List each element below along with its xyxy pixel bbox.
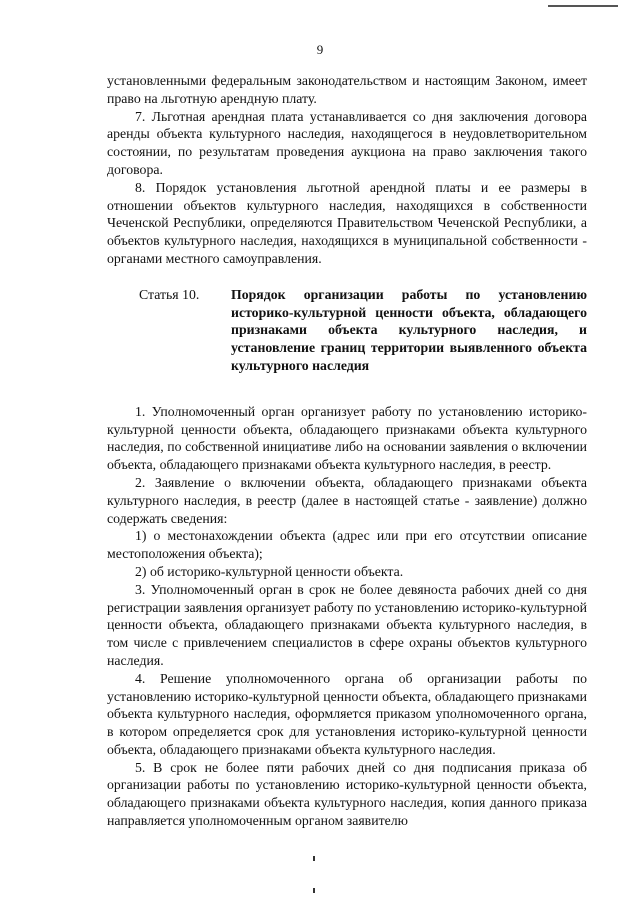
article-title: Порядок организации работы по установлению историко-культурной ценности объекта, обладающего признаками объекта культурного наследия, и установление границ территории выявленного объекта культурного наследия [231,286,587,373]
scan-artifact-mark [313,888,315,893]
document-body [107,72,587,830]
scan-artifact-mark [313,856,315,861]
paragraph: 3. Уполномоченный орган в срок не более девяноста рабочих дней со дня регистрации заявления организует работу по установлению историко-культурной ценности объекта, обладающего признаками объекта культурного наследия, в том числе с привлечением специалистов в сфере охраны объектов культурного наследия. [107,581,587,668]
paragraph: 5. В срок не более пяти рабочих дней со дня подписания приказа об организации работы по установлению историко-культурной ценности объекта, обладающего признаками объекта культурного наследия, копия данного приказа направляется уполномоченным органом заявителю [107,759,587,829]
paragraph: 2) об историко-культурной ценности объекта. [135,563,404,579]
paragraph: 1) о местонахождении объекта (адрес или при его отсутствии описание местоположения объекта); [107,528,587,562]
paragraph: 8. Порядок установления льготной арендной платы и ее размеры в отношении объектов культурного наследия, находящихся в собственности Чеченской Республики, определяются Правительством Чеченской Республики, а объектов культурного наследия, находящихся в муниципальной собственности - органами местного самоуправления. [107,179,587,266]
paragraph: 7. Льготная арендная плата устанавливается со дня заключения договора аренды объекта культурного наследия, находящегося в неудовлетворительном состоянии, по результатам проведения аукциона на право заключения такого договора. [107,108,587,177]
scan-artifact-line [548,5,618,7]
page-number: 9 [316,42,324,57]
article-label: Статья 10. [139,286,200,302]
paragraph: 4. Решение уполномоченного органа об организации работы по установлению историко-культурной ценности объекта, обладающего признаками объекта культурного наследия, оформляется приказом уполномоченного органа, в котором определяется срок для установления историко-культурной ценности объекта, обладающего признаками объекта культурного наследия. [107,670,587,757]
paragraph: 2. Заявление о включении объекта, обладающего признаками объекта культурного наследия, в реестр (далее в настоящей статье - заявление) должно содержать сведения: [107,474,587,526]
paragraph: 1. Уполномоченный орган организует работу по установлению историко-культурной ценности объекта, обладающего признаками объекта культурного наследия, по собственной инициативе либо на основании заявления о включении объекта, обладающего признаками объекта культурного наследия, в реестр. [107,403,587,473]
paragraph: установленными федеральным законодательством и настоящим Законом, имеет право на льготную арендную плату. [107,73,587,106]
article-heading [107,286,587,375]
